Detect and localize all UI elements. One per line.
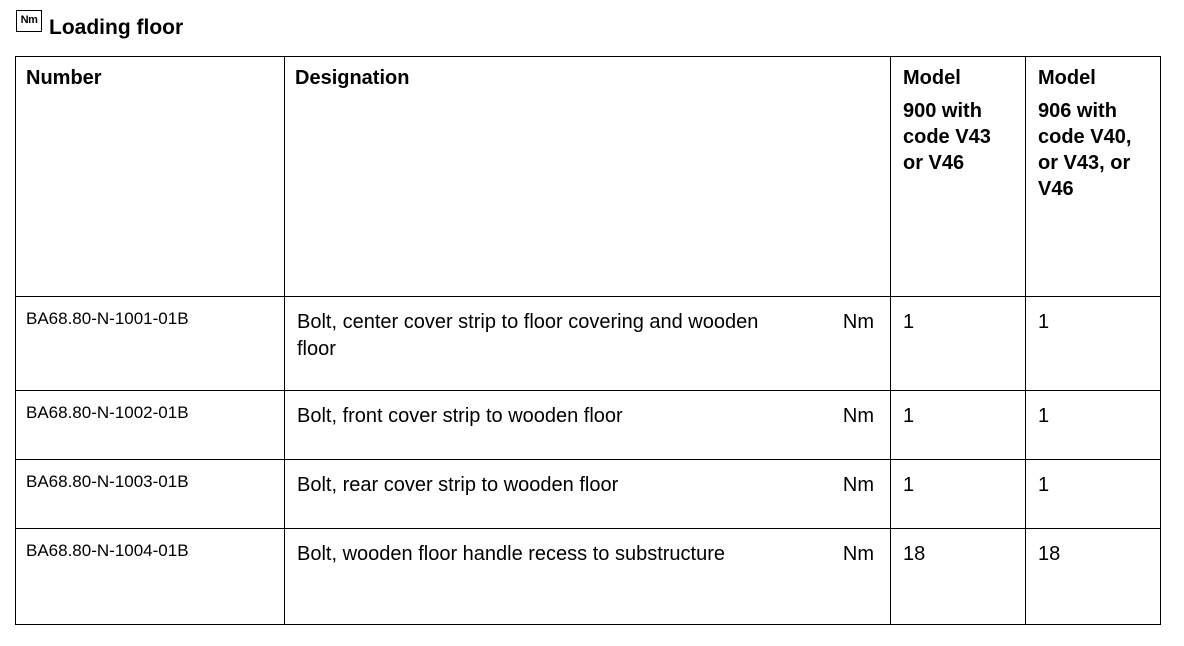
cell-designation: [285, 460, 891, 529]
table-row: [16, 529, 1161, 625]
table-row: [16, 297, 1161, 391]
model-900-title: Model: [903, 67, 961, 89]
designation-text: Bolt, front cover strip to wooden floor: [297, 405, 623, 427]
cell-designation: [285, 297, 891, 391]
cell-model-906-value: 1: [1026, 297, 1161, 391]
cell-number: BA68.80-N-1002-01B: [16, 391, 285, 460]
column-header-model-900: [891, 57, 1026, 297]
designation-text: Bolt, center cover strip to floor covering and wooden floor: [297, 311, 759, 360]
model-906-title: Model: [1038, 67, 1096, 89]
model-906-detail: 906 with code V40, or V43, or V46: [1038, 100, 1132, 200]
section-title: Loading floor: [49, 16, 184, 39]
cell-model-900-value: 18: [891, 529, 1026, 625]
table-row: [16, 391, 1161, 460]
cell-model-900-value: 1: [891, 391, 1026, 460]
designation-text: Bolt, wooden floor handle recess to substructure: [297, 543, 726, 565]
cell-number: BA68.80-N-1001-01B: [16, 297, 285, 391]
cell-model-906-value: 1: [1026, 460, 1161, 529]
cell-number: BA68.80-N-1003-01B: [16, 460, 285, 529]
cell-model-906-value: 1: [1026, 391, 1161, 460]
model-900-detail: 900 with code V43 or V46: [903, 100, 991, 174]
column-header-model-906: [1026, 57, 1161, 297]
cell-model-900-value: 1: [891, 460, 1026, 529]
section-title-row: [16, 10, 183, 40]
designation-text: Bolt, rear cover strip to wooden floor: [297, 474, 619, 496]
unit-label: Nm: [842, 311, 874, 333]
torque-nm-icon: Nm: [16, 10, 42, 32]
table-row: [16, 460, 1161, 529]
unit-label: Nm: [842, 543, 874, 565]
cell-designation: [285, 391, 891, 460]
unit-label: Nm: [842, 474, 874, 496]
column-header-number: Number: [16, 57, 285, 297]
cell-designation: [285, 529, 891, 625]
torque-spec-table: [15, 56, 1161, 625]
cell-model-906-value: 18: [1026, 529, 1161, 625]
column-header-designation: Designation: [285, 57, 891, 297]
cell-number: BA68.80-N-1004-01B: [16, 529, 285, 625]
unit-label: Nm: [842, 405, 874, 427]
cell-model-900-value: 1: [891, 297, 1026, 391]
table-header-row: [16, 57, 1161, 297]
